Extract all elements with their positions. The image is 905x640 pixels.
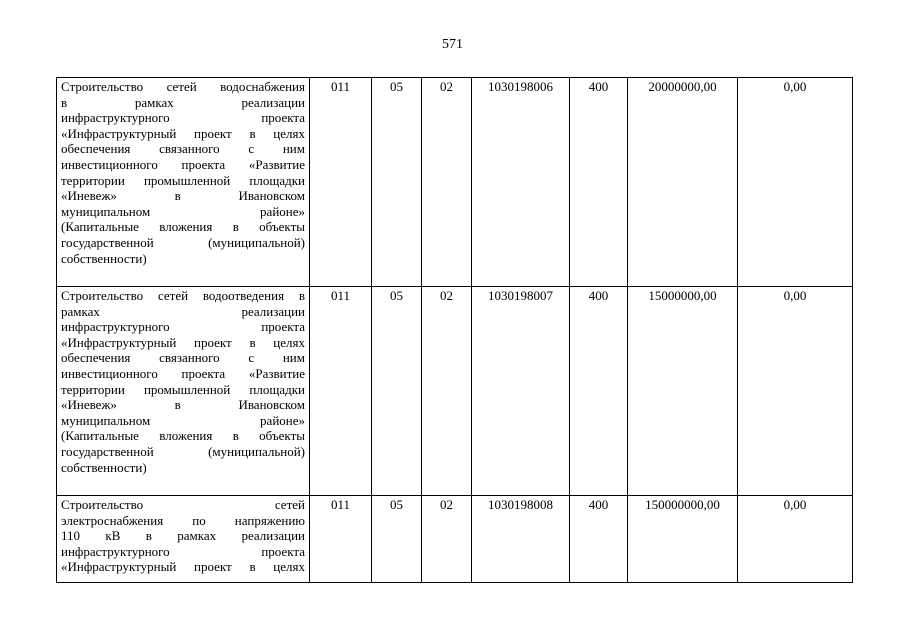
expense-type-cell: 400 (570, 78, 628, 287)
amount-year1-cell: 15000000,00 (628, 287, 738, 496)
expense-name-line: обеспечения связанного с ним (61, 350, 305, 366)
expense-name-line: Строительство сетей водоснабжения (61, 79, 305, 94)
expense-name-cell (57, 496, 310, 583)
amount-year2-cell: 0,00 (738, 287, 853, 496)
amount-year1-cell: 150000000,00 (628, 496, 738, 583)
table-row (57, 496, 853, 583)
expense-name-line: инвестиционного проекта «Развитие (61, 365, 305, 381)
amount-year2-cell: 0,00 (738, 496, 853, 583)
expense-name-line: «Инфраструктурный проект в целях (61, 334, 305, 350)
expense-name-line: рамках реализации (61, 303, 305, 319)
expense-name-line: Строительство сетей (61, 497, 305, 512)
expense-name-line: «Инфраструктурный проект в целях (61, 125, 305, 141)
expense-name-line: инфраструктурного проекта (61, 319, 305, 335)
expense-name-line: инфраструктурного проекта (61, 543, 305, 559)
section-code-cell: 05 (372, 287, 422, 496)
expense-name-line: (Капитальные вложения в объекты (61, 428, 305, 444)
expense-name-line: обеспечения связанного с ним (61, 141, 305, 157)
expense-name-line: электроснабжения по напряжению (61, 512, 305, 528)
expense-name-line: в рамках реализации (61, 94, 305, 110)
expense-name-line: (Капитальные вложения в объекты (61, 219, 305, 235)
target-article-cell: 1030198007 (472, 287, 570, 496)
table-row (57, 78, 853, 287)
expense-name-line: собственности) (61, 459, 147, 475)
expense-name-line: инфраструктурного проекта (61, 110, 305, 126)
expense-name-cell (57, 78, 310, 287)
expense-name-line: государственной (муниципальной) (61, 234, 305, 250)
page-number: 571 (442, 37, 463, 52)
target-article-cell: 1030198006 (472, 78, 570, 287)
expense-name-line: территории промышленной площадки (61, 381, 305, 397)
subsection-code-cell: 02 (422, 287, 472, 496)
section-code-cell: 05 (372, 78, 422, 287)
ministry-code-cell: 011 (310, 496, 372, 583)
expense-name-line: «Иневеж» в Ивановском (61, 397, 305, 413)
ministry-code-cell: 011 (310, 287, 372, 496)
expense-name-line: муниципальном районе» (61, 203, 305, 219)
table-row (57, 287, 853, 496)
expense-name-line: территории промышленной площадки (61, 172, 305, 188)
expense-name-line: Строительство сетей водоотведения в (61, 288, 305, 303)
subsection-code-cell: 02 (422, 496, 472, 583)
expense-name-line: собственности) (61, 250, 147, 266)
expense-name-cell (57, 287, 310, 496)
expense-name-line: 110 кВ в рамках реализации (61, 528, 305, 544)
amount-year2-cell: 0,00 (738, 78, 853, 287)
expense-name-line: государственной (муниципальной) (61, 443, 305, 459)
expense-name-line: «Инфраструктурный проект в целях (61, 559, 305, 575)
expense-name-line: инвестиционного проекта «Развитие (61, 156, 305, 172)
expense-name-line: «Иневеж» в Ивановском (61, 188, 305, 204)
ministry-code-cell: 011 (310, 78, 372, 287)
budget-table (56, 77, 853, 583)
target-article-cell: 1030198008 (472, 496, 570, 583)
expense-name-line: муниципальном районе» (61, 412, 305, 428)
subsection-code-cell: 02 (422, 78, 472, 287)
section-code-cell: 05 (372, 496, 422, 583)
expense-type-cell: 400 (570, 287, 628, 496)
expense-type-cell: 400 (570, 496, 628, 583)
amount-year1-cell: 20000000,00 (628, 78, 738, 287)
